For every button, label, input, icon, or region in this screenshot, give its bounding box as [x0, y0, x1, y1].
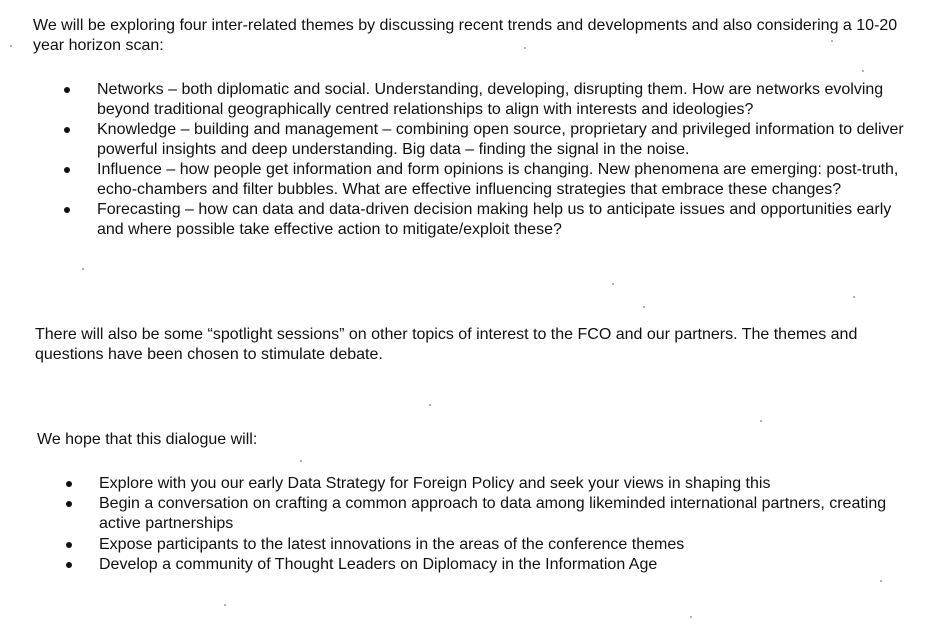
- goal-community: Develop a community of Thought Leaders on Diplomacy in the Information Age: [99, 556, 658, 573]
- goals-list: [60, 474, 910, 575]
- scan-speck: [643, 306, 645, 308]
- scan-speck: [429, 404, 431, 406]
- list-item: [60, 494, 910, 534]
- goal-explore: Explore with you our early Data Strategy for Foreign Policy and seek your views in shaping this: [99, 475, 771, 492]
- scan-speck: [862, 70, 864, 72]
- bullet-icon: [66, 562, 72, 568]
- scan-speck: [524, 47, 526, 49]
- theme-forecasting: Forecasting – how can data and data-driven decision making help us to anticipate issues and opportunities early and where possible take effective action to mitigate/exploit these?: [97, 201, 892, 238]
- bullet-icon: [66, 501, 72, 507]
- bullet-icon: [64, 207, 70, 213]
- list-item: [58, 120, 908, 160]
- themes-list: [58, 80, 908, 240]
- scan-speck: [831, 40, 833, 42]
- list-item: [60, 535, 910, 555]
- theme-knowledge: Knowledge – building and management – combining open source, proprietary and privileged information to deliver powerful insights and deep understanding. Big data – finding the signal in the noise.: [97, 121, 904, 158]
- bullet-icon: [66, 542, 72, 548]
- theme-influence: Influence – how people get information and form opinions is changing. New phenomena are emerging: post-truth, echo-chambers and filter bubbles. What are effective influencing strategies that embrace these changes?: [97, 161, 899, 198]
- intro-paragraph: We will be exploring four inter-related themes by discussing recent trends and developments and also considering a 10-20 year horizon scan:: [33, 17, 898, 54]
- scan-speck: [612, 283, 614, 285]
- scan-speck: [224, 604, 226, 606]
- list-item: [58, 200, 908, 240]
- goal-conversation: Begin a conversation on crafting a common approach to data among likeminded international partners, creating active partnerships: [99, 495, 887, 532]
- scan-speck: [853, 296, 855, 298]
- bullet-icon: [64, 87, 70, 93]
- bullet-icon: [64, 167, 70, 173]
- scan-speck: [300, 460, 302, 462]
- scan-speck: [82, 268, 84, 270]
- list-item: [60, 555, 910, 575]
- scan-speck: [760, 420, 762, 422]
- hope-paragraph: We hope that this dialogue will:: [37, 431, 258, 448]
- goal-expose: Expose participants to the latest innovations in the areas of the conference themes: [99, 536, 685, 553]
- list-item: [60, 474, 910, 494]
- scan-speck: [880, 580, 882, 582]
- list-item: [58, 160, 908, 200]
- bullet-icon: [64, 127, 70, 133]
- list-item: [58, 80, 908, 120]
- scan-speck: [690, 616, 692, 618]
- bullet-icon: [66, 481, 72, 487]
- scan-speck: [10, 45, 12, 47]
- theme-networks: Networks – both diplomatic and social. Understanding, developing, disrupting them. How are networks evolving beyond traditional geographically centred relationships to align with interests and ideologies?: [97, 81, 884, 118]
- spotlight-paragraph: There will also be some “spotlight sessions” on other topics of interest to the FCO and our partners. The themes and questions have been chosen to stimulate debate.: [35, 326, 858, 363]
